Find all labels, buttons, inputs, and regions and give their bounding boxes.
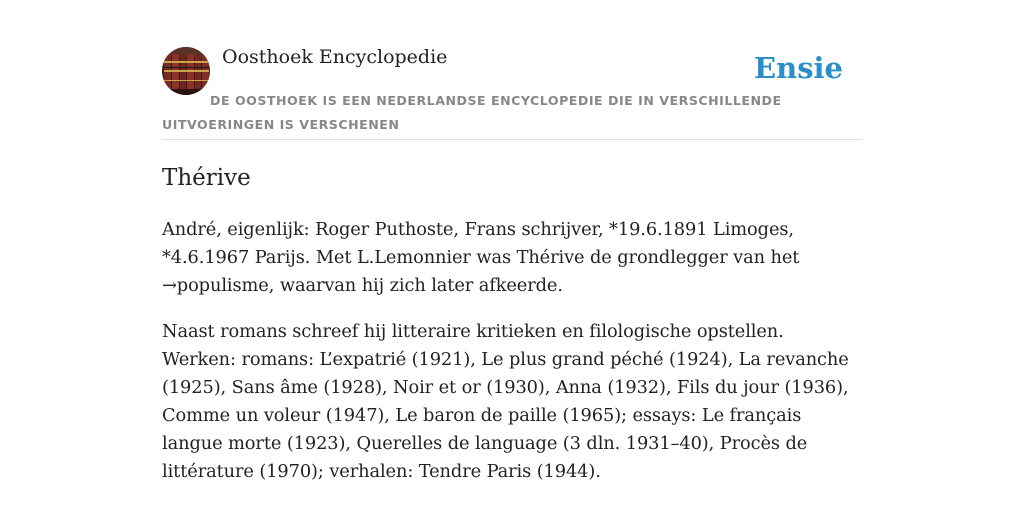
entry-paragraph-1 bbox=[162, 216, 862, 300]
header-divider bbox=[162, 139, 862, 140]
paragraph-1-text-before: André, eigenlijk: Roger Puthoste, Frans schrijver, *19.6.1891 Limoges, *4.6.1967 Parijs. Met L.Lemonnier was Thérive de grondlegger van het bbox=[162, 219, 800, 268]
brand-logo[interactable]: Ensie bbox=[754, 51, 843, 85]
populisme-link[interactable]: →populisme bbox=[162, 275, 269, 296]
site-title[interactable]: Oosthoek Encyclopedie bbox=[222, 46, 448, 68]
encyclopedia-books-icon[interactable] bbox=[162, 47, 210, 95]
entry-title: Thérive bbox=[162, 165, 251, 191]
entry-body bbox=[162, 216, 862, 504]
site-tagline: DE OOSTHOEK IS EEN NEDERLANDSE ENCYCLOPEDIE DIE IN VERSCHILLENDE UITVOERINGEN IS VERSCHENEN bbox=[162, 93, 782, 132]
entry-paragraph-2: Naast romans schreef hij litteraire kritieken en filologische opstellen. Werken: romans: L’expatrié (1921), Le plus grand péché (1924), La revanche (1925), Sans âme (1928), Noir et or (1930), Anna (1932), Fils du jour (1936), Comme un voleur (1947), Le baron de paille (1965); essays: Le français langue morte (1923), Querelles de language (3 dln. 1931–40), Procès de littérature (1970); verhalen: Tendre Paris (1944). bbox=[162, 321, 849, 482]
paragraph-1-text-after: , waarvan hij zich later afkeerde. bbox=[268, 275, 563, 296]
